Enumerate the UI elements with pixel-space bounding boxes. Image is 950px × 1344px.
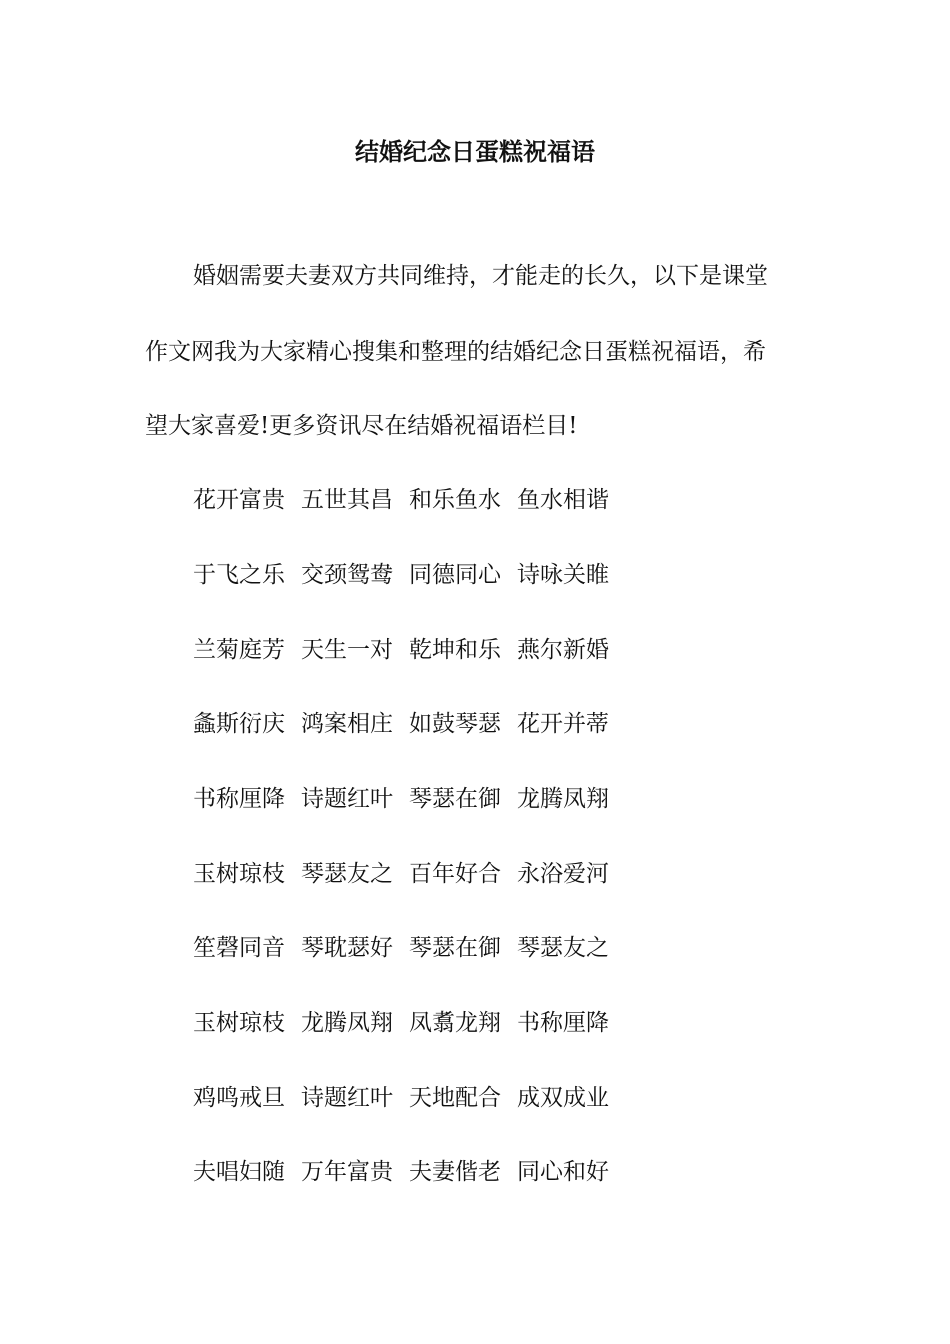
phrase-row bbox=[193, 784, 609, 814]
phrase: 五世其昌 bbox=[301, 487, 393, 513]
phrase: 同心和好 bbox=[517, 1159, 609, 1185]
document-title: 结婚纪念日蛋糕祝福语 bbox=[355, 137, 595, 166]
phrase: 凤翥龙翔 bbox=[409, 1010, 501, 1036]
phrase: 诗咏关睢 bbox=[517, 562, 609, 588]
phrase: 天生一对 bbox=[301, 637, 393, 663]
phrase: 兰菊庭芳 bbox=[193, 637, 285, 663]
phrase: 同德同心 bbox=[409, 562, 501, 588]
phrase: 天地配合 bbox=[409, 1085, 501, 1111]
phrase: 诗题红叶 bbox=[301, 786, 393, 812]
phrase: 玉树琼枝 bbox=[193, 861, 285, 887]
phrase: 如鼓琴瑟 bbox=[409, 711, 501, 737]
phrase: 花开富贵 bbox=[193, 487, 285, 513]
phrase: 书称厘降 bbox=[517, 1010, 609, 1036]
phrase: 玉树琼枝 bbox=[193, 1010, 285, 1036]
phrase: 鸿案相庄 bbox=[301, 711, 393, 737]
phrase: 琴耽瑟好 bbox=[301, 935, 393, 961]
phrase: 龙腾凤翔 bbox=[517, 786, 609, 812]
phrase-row bbox=[193, 560, 609, 590]
phrase: 夫妻偕老 bbox=[409, 1159, 501, 1185]
phrase-row bbox=[193, 859, 609, 889]
phrase: 琴瑟友之 bbox=[517, 935, 609, 961]
phrase: 琴瑟在御 bbox=[409, 786, 501, 812]
intro-line: 望大家喜爱!更多资讯尽在结婚祝福语栏目! bbox=[145, 413, 578, 439]
phrase: 鸡鸣戒旦 bbox=[193, 1085, 285, 1111]
phrase: 夫唱妇随 bbox=[193, 1159, 285, 1185]
phrase: 万年富贵 bbox=[301, 1159, 393, 1185]
phrase: 琴瑟友之 bbox=[301, 861, 393, 887]
phrase-row bbox=[193, 485, 609, 515]
phrase: 诗题红叶 bbox=[301, 1085, 393, 1111]
phrase-row bbox=[193, 1008, 609, 1038]
phrase: 燕尔新婚 bbox=[517, 637, 609, 663]
phrase: 鱼水相谐 bbox=[517, 487, 609, 513]
phrase: 笙磬同音 bbox=[193, 935, 285, 961]
phrase: 花开并蒂 bbox=[517, 711, 609, 737]
phrase-row bbox=[193, 1157, 609, 1187]
intro-line: 婚姻需要夫妻双方共同维持，才能走的长久，以下是课堂 bbox=[193, 263, 768, 289]
phrase: 和乐鱼水 bbox=[409, 487, 501, 513]
phrase: 百年好合 bbox=[409, 861, 501, 887]
phrase: 琴瑟在御 bbox=[409, 935, 501, 961]
phrase: 交颈鸳鸯 bbox=[301, 562, 393, 588]
phrase: 永浴爱河 bbox=[517, 861, 609, 887]
phrase-row bbox=[193, 635, 609, 665]
intro-line: 作文网我为大家精心搜集和整理的结婚纪念日蛋糕祝福语，希 bbox=[145, 339, 766, 365]
phrase-row bbox=[193, 1083, 609, 1113]
phrase-row bbox=[193, 709, 609, 739]
phrase: 成双成业 bbox=[517, 1085, 609, 1111]
phrase: 于飞之乐 bbox=[193, 562, 285, 588]
phrase: 乾坤和乐 bbox=[409, 637, 501, 663]
phrase: 书称厘降 bbox=[193, 786, 285, 812]
phrase: 螽斯衍庆 bbox=[193, 711, 285, 737]
phrase-row bbox=[193, 933, 609, 963]
phrase: 龙腾凤翔 bbox=[301, 1010, 393, 1036]
